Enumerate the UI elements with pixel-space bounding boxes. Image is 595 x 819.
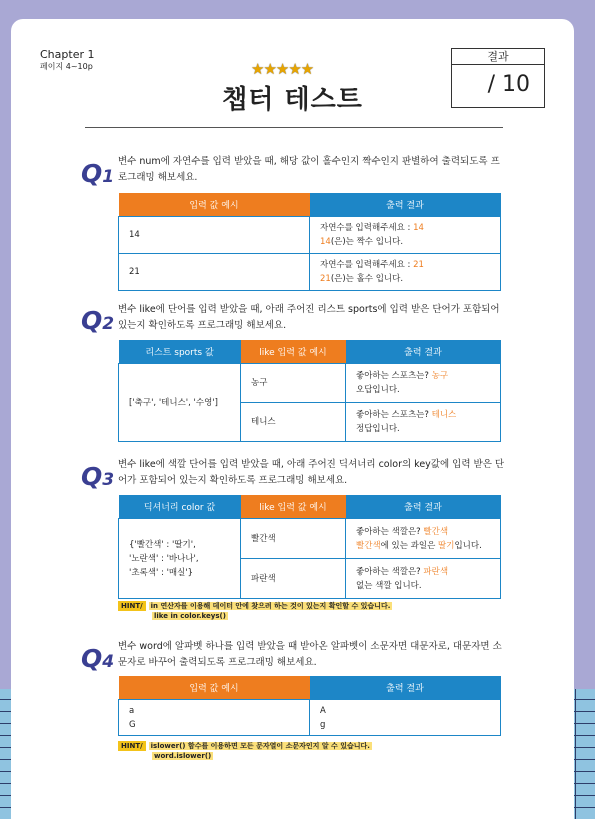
- input-cell: 빨간색: [241, 519, 346, 559]
- output-cell: 좋아하는 색깔은? 파란색 없는 색깔 입니다.: [346, 559, 501, 599]
- chapter-label: Chapter 1: [40, 48, 95, 61]
- question-text-4: 변수 word에 알파벳 하나를 입력 받았을 때 받아온 알파벳이 소문자면 대문자로, 대문자면 소문자로 바꾸어 출력되도록 프로그래밍 해보세요.: [118, 641, 502, 668]
- table-header: like 입력 값 예시: [241, 340, 346, 364]
- table-header: 입력 값 예시: [119, 193, 310, 217]
- hint-text: islower() 함수를 이용하면 모든 문자열이 소문자인지 알 수 있습니다.: [150, 742, 370, 750]
- table-header: 입력 값 예시: [119, 676, 310, 700]
- output-cell: 자연수를 입력해주세요 : 21 21(은)는 홀수 입니다.: [310, 254, 501, 291]
- q1-table: [118, 193, 501, 291]
- question-text-1: 변수 num에 자연수를 입력 받았을 때, 해당 값이 홀수인지 짝수인지 판별하여 출력되도록 프로그래밍 해보세요.: [118, 156, 500, 183]
- input-cell: 농구: [241, 364, 346, 403]
- q3-table: [118, 495, 501, 599]
- table-header: 출력 결과: [346, 340, 501, 364]
- output-cell: 좋아하는 색깔은? 빨간색 빨간색에 있는 과일은 딸기입니다.: [346, 519, 501, 559]
- difficulty-stars-icon: ★★★★★: [251, 60, 314, 78]
- table-row: [119, 364, 501, 403]
- question-number-4: Q4: [81, 644, 115, 673]
- table-row: [119, 700, 501, 736]
- hint-tag: HINT/: [118, 601, 146, 611]
- table-header: 딕셔너리 color 값: [119, 495, 241, 519]
- divider: [85, 127, 503, 128]
- dict-value-cell: {'빨간색' : '딸기', '노란색' : '바나나', '초록색' : '매실'}: [119, 519, 241, 599]
- table-header: 리스트 sports 값: [119, 340, 241, 364]
- chapter-info: [40, 49, 94, 73]
- table-header: 출력 결과: [310, 193, 501, 217]
- table-row: [119, 519, 501, 559]
- output-cell: 좋아하는 스포츠는? 테니스 정답입니다.: [346, 403, 501, 442]
- list-value-cell: ['축구', '테니스', '수영']: [119, 364, 241, 442]
- table-row: [119, 217, 501, 254]
- hint-box-q3: [118, 601, 392, 621]
- input-cell: 파란색: [241, 559, 346, 599]
- hint-box-q4: [118, 741, 372, 761]
- worksheet-page: [11, 19, 574, 819]
- score-box: [451, 48, 545, 108]
- input-cell: a G: [119, 700, 310, 736]
- hint-text: in 연산자를 이용해 데이터 안에 찾으려 하는 것이 있는지 확인할 수 있습니다.: [150, 602, 391, 610]
- page-title: 챕터 테스트: [222, 85, 363, 115]
- hint-code: word.islower(): [154, 752, 212, 760]
- hint-code: like in color.keys(): [154, 612, 226, 620]
- q4-table: [118, 676, 501, 736]
- q2-table: [118, 340, 501, 442]
- page-range: 페이지 4~10p: [40, 62, 93, 71]
- table-row: [119, 254, 501, 291]
- hint-tag: HINT/: [118, 741, 146, 751]
- output-cell: A g: [310, 700, 501, 736]
- score-label: 결과: [452, 49, 544, 65]
- question-number-2: Q2: [81, 306, 115, 335]
- output-cell: 좋아하는 스포츠는? 농구 오답입니다.: [346, 364, 501, 403]
- input-cell: 21: [119, 254, 310, 291]
- table-header: 출력 결과: [346, 495, 501, 519]
- score-value: / 10: [487, 72, 530, 97]
- question-text-3: 변수 like에 색깔 단어를 입력 받았을 때, 아래 주어진 딕셔너리 color의 key값에 입력 받은 단어가 포함되어 있는지 확인하도록 프로그래밍 해보세요.: [118, 459, 505, 486]
- question-number-1: Q1: [81, 159, 115, 188]
- question-text-2: 변수 like에 단어를 입력 받았을 때, 아래 주어진 리스트 sports에 입력 받은 단어가 포함되어 있는지 확인하도록 프로그래밍 해보세요.: [118, 304, 500, 331]
- input-cell: 테니스: [241, 403, 346, 442]
- output-cell: 자연수를 입력해주세요 : 14 14(은)는 짝수 입니다.: [310, 217, 501, 254]
- question-number-3: Q3: [81, 462, 115, 491]
- table-header: like 입력 값 예시: [241, 495, 346, 519]
- input-cell: 14: [119, 217, 310, 254]
- table-header: 출력 결과: [310, 676, 501, 700]
